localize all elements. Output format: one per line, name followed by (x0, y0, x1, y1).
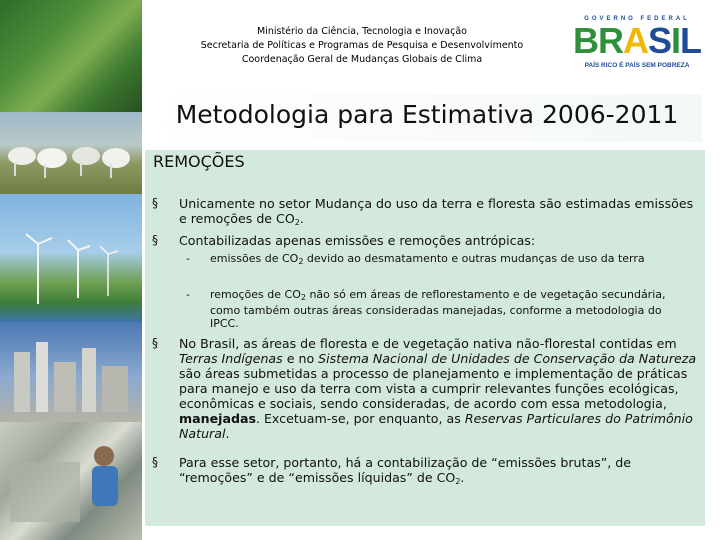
secretariat-name: Secretaria de Políticas e Programas de Pesquisa e Desenvolvimento (200, 40, 524, 51)
bullet-4-text-b: . (460, 470, 465, 485)
logo-top-text: GOVERNO FEDERAL (584, 16, 690, 22)
industrial-plant-photo (0, 322, 142, 422)
logo-letter: I (671, 20, 681, 61)
bullet-1-text-a: Unicamente no setor Mudança do uso da terra e floresta são estimadas emissões e remoções de CO (179, 196, 694, 226)
bullet-3-italic-1: Terras Indígenas (179, 351, 283, 366)
logo-wordmark-text (573, 20, 701, 61)
cattle-photo (0, 112, 142, 194)
bullet-marker: § (152, 455, 158, 469)
sub-item-2-subscript: 2 (300, 293, 306, 302)
logo-slogan: PAÍS RICO É PAÍS SEM POBREZA (584, 62, 690, 69)
logo-letter: B (572, 20, 598, 61)
bullet-3-part-5: . (225, 426, 230, 441)
bullet-marker: § (152, 196, 158, 210)
section-title: REMOÇÕES (153, 152, 245, 171)
bullet-marker: § (152, 336, 158, 350)
bullet-3-part-2: e no (282, 351, 319, 366)
bullet-marker: § (152, 233, 158, 247)
governo-federal-brasil-logo (572, 16, 702, 72)
bullet-3-part-4: . Excetuam-se, por enquanto, as (255, 411, 465, 426)
industry-illustration (0, 322, 142, 422)
dash-marker: - (186, 252, 190, 265)
logo-letter: R (597, 20, 623, 61)
logo-letter: A (622, 20, 648, 61)
logo-wordmark (572, 22, 702, 60)
wind-turbines-illustration (0, 194, 142, 322)
sub-item-2-text (210, 288, 690, 330)
sub-item-1-text-a: emissões de CO (210, 252, 299, 265)
wind-farm-photo (0, 194, 142, 322)
bullet-1-subscript: 2 (294, 218, 300, 227)
bullet-3-italic-3: Reservas Particulares do Patrimônio Natural (179, 411, 693, 441)
slide-title: Metodologia para Estimativa 2006-2011 (175, 100, 679, 129)
bullet-3-italic-2: Sistema Nacional de Unidades de Conservação da Natureza (318, 351, 697, 366)
logo-letter: S (647, 20, 671, 61)
bullet-1-text-b: . (299, 211, 304, 226)
forest-aerial-photo (0, 0, 142, 112)
cattle-illustration (0, 112, 142, 194)
recycling-worker-photo (0, 422, 142, 540)
bullet-3-bold-1: manejadas (179, 411, 256, 426)
bullet-4-text (179, 455, 699, 489)
sub-item-2-text-a: remoções de CO (210, 288, 301, 301)
bullet-4-text-a: Para esse setor, portanto, há a contabilização de “emissões brutas”, de “remoções” e de “emissões líquidas” de CO (179, 455, 631, 485)
dash-marker: - (186, 288, 190, 301)
bullet-3-text (179, 336, 699, 441)
sub-item-1-text (210, 252, 690, 268)
bullet-2-text: Contabilizadas apenas emissões e remoções antrópicas: (179, 233, 536, 248)
recycling-illustration (0, 422, 142, 540)
ministry-name: Ministério da Ciência, Tecnologia e Inovação (257, 26, 467, 37)
logo-letter: L (680, 20, 702, 61)
header (142, 0, 720, 88)
bullet-3-part-1: No Brasil, as áreas de floresta e de vegetação nativa não-florestal contidas em (179, 336, 677, 351)
sub-item-1-text-b: devido ao desmatamento e outras mudanças de uso da terra (303, 252, 645, 265)
bullet-3-part-3: são áreas submetidas a processo de planejamento e implementação de práticas para manejo e uso da terra com vista a cumprir relevantes funções ecológicas, econômicas e sociais, sendo consideradas, de acordo com essa metodologia, (179, 366, 688, 411)
sub-item-1-subscript: 2 (298, 257, 304, 266)
coordination-name: Coordenação Geral de Mudanças Globais de Clima (241, 54, 483, 65)
bullet-4-subscript: 2 (455, 477, 461, 486)
sub-item-2-text-b: não só em áreas de reflorestamento e de vegetação secundária, como também outras áreas consideradas manejadas, conforme a metodologia do IPCC. (210, 288, 666, 330)
bullet-1-text (179, 196, 699, 230)
